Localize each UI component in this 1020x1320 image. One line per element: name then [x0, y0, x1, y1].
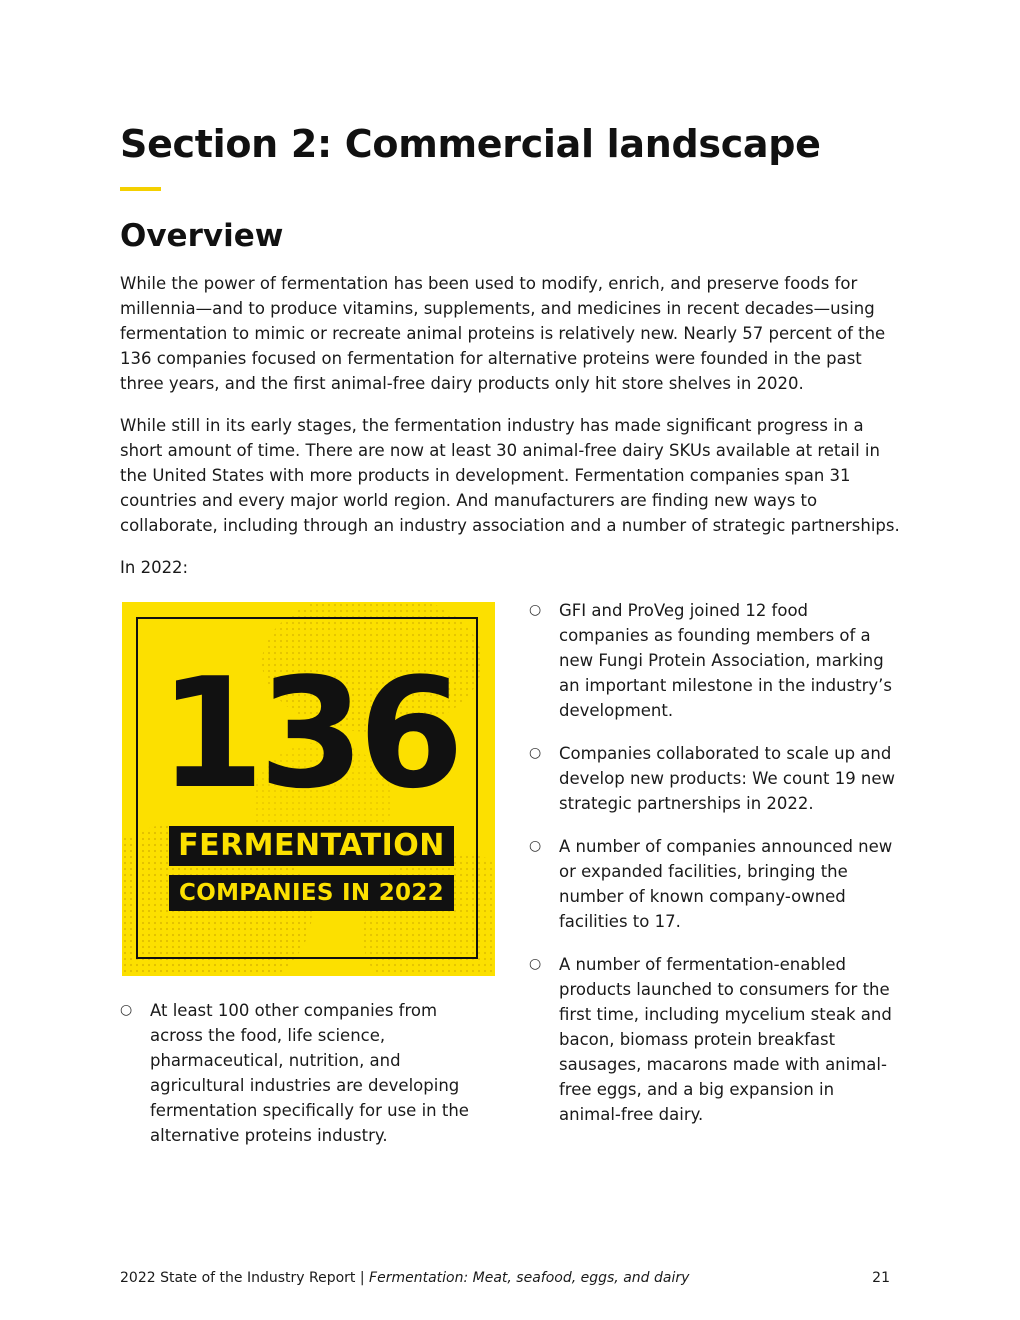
accent-rule	[120, 187, 161, 191]
page-footer	[120, 1268, 890, 1288]
stat-number: 136	[158, 645, 459, 822]
list-item	[120, 998, 480, 1148]
list-item	[529, 598, 899, 723]
bullet-circle-icon: ○	[529, 838, 542, 854]
stat-label-line-1: FERMENTATION	[169, 826, 454, 866]
bullet-circle-icon: ○	[120, 1002, 133, 1018]
list-item	[529, 741, 899, 816]
section-heading: Overview	[120, 218, 284, 254]
bullet-circle-icon: ○	[529, 745, 542, 761]
footer-report-name: 2022 State of the Industry Report |	[120, 1270, 370, 1286]
list-item-text: At least 100 other companies from across the food, life science, pharmaceutical, nutrition, and agricultural industries are developing fermentation specifically for use in the alternative proteins industry.	[150, 1001, 469, 1145]
stat-label-line-2: COMPANIES IN 2022	[169, 875, 454, 911]
page-title: Section 2: Commercial landscape	[120, 122, 821, 166]
highlights-list-right	[529, 598, 899, 1145]
list-item	[529, 952, 899, 1127]
list-item	[529, 834, 899, 934]
list-item-text: Companies collaborated to scale up and develop new products: We count 19 new strategic partnerships in 2022.	[559, 744, 896, 813]
list-item-text: A number of companies announced new or expanded facilities, bringing the number of known company-owned facilities to 17.	[559, 837, 893, 931]
body-paragraph-1: While the power of fermentation has been used to modify, enrich, and preserve foods for millennia—and to produce vitamins, supplements, and medicines in recent decades—using fermentation to mimic or recreate animal proteins is relatively new. Nearly 57 percent of the 136 companies focused on fermentation for alternative proteins were founded in the past three years, and the first animal-free dairy products only hit store shelves in 2020.	[120, 274, 886, 393]
page-number: 21	[872, 1270, 890, 1286]
list-item-text: A number of fermentation-enabled products launched to consumers for the first time, including mycelium steak and bacon, biomass protein breakfast sausages, macarons made with animal-free eggs, and a big expansion in animal-free dairy.	[559, 955, 892, 1124]
footer-report-title	[120, 1268, 689, 1288]
body-paragraph-2: While still in its early stages, the fermentation industry has made significant progress in a short amount of time. There are now at least 30 animal-free dairy SKUs available at retail in the United States with more products in development. Fermentation companies span 31 countries and every major world region. And manufacturers are finding new ways to collaborate, including through an industry association and a number of strategic partnerships.	[120, 416, 900, 535]
list-item-text: GFI and ProVeg joined 12 food companies as founding members of a new Fungi Protein Association, marking an important milestone in the industry’s development.	[559, 601, 893, 720]
footer-report-subtitle: Fermentation: Meat, seafood, eggs, and dairy	[369, 1270, 690, 1286]
highlights-list-left	[120, 998, 480, 1148]
list-intro: In 2022:	[120, 558, 189, 577]
bullet-circle-icon: ○	[529, 956, 542, 972]
fermentation-stat-graphic	[122, 602, 495, 976]
bullet-circle-icon: ○	[529, 602, 542, 618]
